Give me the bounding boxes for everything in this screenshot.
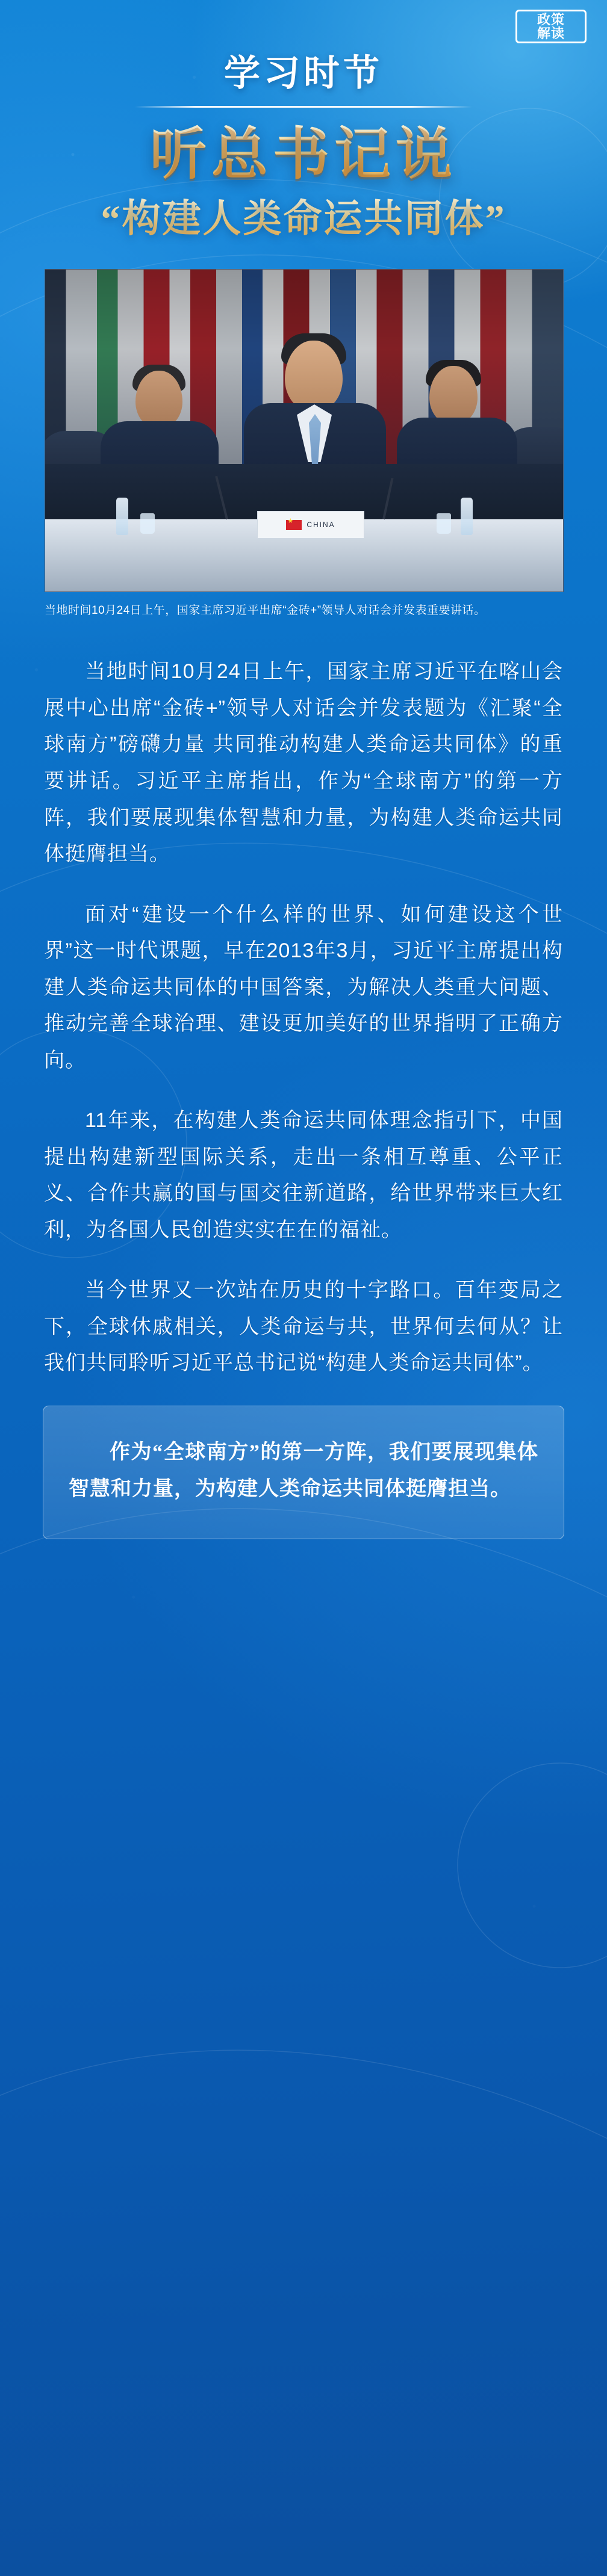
kicker-title: 学习时节	[224, 54, 383, 93]
headline-block	[0, 54, 607, 242]
photo-figure-right-head	[429, 366, 478, 424]
header	[0, 0, 607, 54]
quote-text: 作为“全球南方”的第一方阵，我们要展现集体智慧和力量，为构建人类命运共同体挺膺担当。	[69, 1441, 538, 1500]
brand-logo[interactable]	[515, 10, 587, 43]
quote-card	[43, 1406, 564, 1539]
photo-caption: 当地时间10月24日上午，国家主席习近平出席“金砖+”领导人对话会并发表重要讲话。	[45, 604, 486, 617]
headline-divider	[135, 106, 472, 108]
photo-water-bottle-right	[461, 498, 473, 535]
photo-glass-left	[140, 513, 155, 534]
photo-water-bottle-left	[116, 498, 128, 535]
photo-main-figure-head	[285, 341, 343, 410]
bottom-spacer	[0, 1539, 607, 1575]
photo-block	[45, 269, 562, 620]
article-body	[44, 653, 563, 1381]
brand-logo-text: 政策 解读	[537, 11, 565, 41]
photo-nameplate-label: CHINA	[307, 520, 335, 530]
photo-glass-right	[437, 513, 451, 534]
photo-figure-left-head	[135, 371, 182, 427]
article-paragraph: 面对“建设一个什么样的世界、如何建设这个世界”这一时代课题，早在2013年3月，习近平主席提出构建人类命运共同体的中国答案，为解决人类重大问题、推动完善全球治理、建设更加美好的世界指明了正确方向。	[44, 903, 563, 1072]
china-flag-icon	[286, 520, 302, 530]
article-paragraph: 11年来，在构建人类命运共同体理念指引下，中国提出构建新型国际关系，走出一条相互尊重、公平正义、合作共赢的国与国交往新道路，给世界带来巨大红利，为各国人民创造实实在在的福祉。	[44, 1109, 563, 1241]
page-subtitle: “构建人类命运共同体”	[0, 196, 607, 242]
page-title: 听总书记说	[0, 123, 607, 187]
photo-nameplate	[257, 511, 364, 539]
article-paragraph: 当今世界又一次站在历史的十字路口。百年变局之下，全球休戚相关，人类命运与共，世界何去何从？让我们共同聆听习近平总书记说“构建人类命运共同体”。	[44, 1279, 563, 1375]
news-photo	[45, 269, 564, 592]
article-paragraph: 当地时间10月24日上午，国家主席习近平在喀山会展中心出席“金砖+”领导人对话会并发表题为《汇聚“全球南方”磅礴力量 共同推动构建人类命运共同体》的重要讲话。习近平主席指出，作为“全球南方”的第一方阵，我们要展现集体智慧和力量，为构建人类命运共同体挺膺担当。	[44, 660, 563, 866]
